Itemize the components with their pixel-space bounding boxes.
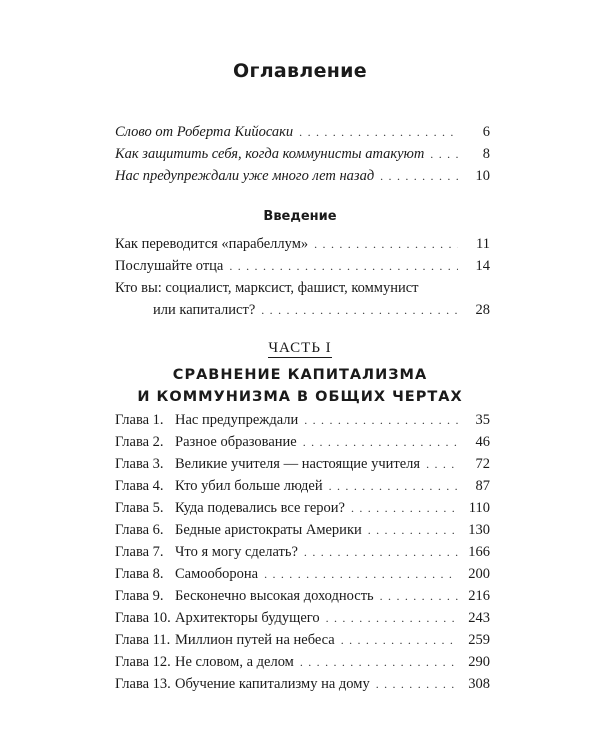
chapter-number: Глава 9. (115, 588, 164, 604)
chapter-title: Бесконечно высокая доходность (175, 588, 374, 604)
chapter-title: Разное образование (175, 434, 297, 450)
chapter-page: 35 (475, 412, 490, 428)
dot-leader (430, 147, 458, 162)
chapter-number: Глава 2. (115, 434, 164, 450)
entry-title: Как переводится «парабеллум» (115, 236, 309, 252)
entry-title-line1[interactable]: Кто вы: социалист, марксист, фашист, коммунист (115, 280, 419, 296)
chapter-entry[interactable] (115, 676, 490, 698)
chapter-title: Самооборона (175, 566, 259, 582)
chapter-entry[interactable] (115, 478, 490, 500)
chapter-page: 166 (468, 544, 490, 560)
toc-entry[interactable] (115, 168, 490, 190)
toc-entry[interactable] (115, 258, 490, 280)
entry-title: Слово от Роберта Кийосаки (115, 124, 294, 140)
dot-leader (329, 479, 458, 494)
chapter-title: Обучение капитализму на дому (175, 676, 370, 692)
chapter-title: Архитекторы будущего (175, 610, 320, 626)
chapter-entry[interactable] (115, 588, 490, 610)
dot-leader (376, 677, 458, 692)
chapter-title: Куда подевались все герои? (175, 500, 345, 516)
entry-page: 14 (475, 258, 490, 274)
chapter-number: Глава 1. (115, 412, 164, 428)
part-label (0, 340, 600, 357)
chapter-page: 290 (468, 654, 490, 670)
dot-leader (368, 523, 458, 538)
dot-leader (304, 545, 458, 560)
chapter-page: 216 (468, 588, 490, 604)
chapter-page: 243 (468, 610, 490, 626)
entry-title: Как защитить себя, когда коммунисты атакуют (115, 146, 425, 162)
dot-leader (261, 303, 458, 318)
toc-entry[interactable] (115, 124, 490, 146)
entry-page: 10 (475, 168, 490, 184)
dot-leader (314, 237, 458, 252)
dot-leader (299, 125, 458, 140)
chapter-entry[interactable] (115, 566, 490, 588)
part-title-line2: И КОММУНИЗМА В ОБЩИХ ЧЕРТАХ (137, 389, 463, 405)
chapter-number: Глава 12. (115, 654, 171, 670)
chapter-entry[interactable] (115, 412, 490, 434)
entry-page: 28 (475, 302, 490, 318)
entry-title: Послушайте отца (115, 258, 224, 274)
dot-leader (351, 501, 458, 516)
dot-leader (426, 457, 458, 472)
dot-leader (380, 169, 458, 184)
dot-leader (304, 413, 458, 428)
chapter-entry[interactable] (115, 632, 490, 654)
chapter-entry[interactable] (115, 610, 490, 632)
chapter-page: 259 (468, 632, 490, 648)
chapter-page: 87 (475, 478, 490, 494)
entry-title-line2: или капиталист? (153, 302, 256, 318)
dot-leader (303, 435, 458, 450)
chapter-number: Глава 7. (115, 544, 164, 560)
chapter-number: Глава 6. (115, 522, 164, 538)
dot-leader (326, 611, 458, 626)
dot-leader (380, 589, 458, 604)
chapter-title: Великие учителя — настоящие учителя (175, 456, 421, 472)
toc-entry[interactable] (153, 302, 490, 324)
chapter-number: Глава 10. (115, 610, 171, 626)
chapter-title: Миллион путей на небеса (175, 632, 335, 648)
chapter-title: Что я могу сделать? (175, 544, 298, 560)
entry-page: 11 (476, 236, 490, 252)
chapter-entry[interactable] (115, 544, 490, 566)
dot-leader (264, 567, 458, 582)
chapter-number: Глава 3. (115, 456, 164, 472)
dot-leader (341, 633, 458, 648)
chapter-number: Глава 5. (115, 500, 164, 516)
dot-leader (300, 655, 458, 670)
chapter-number: Глава 13. (115, 676, 171, 692)
chapter-entry[interactable] (115, 456, 490, 478)
chapter-page: 130 (468, 522, 490, 538)
entry-title: Нас предупреждали уже много лет назад (115, 168, 375, 184)
chapter-number: Глава 8. (115, 566, 164, 582)
chapter-number: Глава 11. (115, 632, 171, 648)
intro-heading: Введение (263, 209, 337, 224)
page-title: Оглавление (233, 60, 367, 82)
chapter-entry[interactable] (115, 522, 490, 544)
chapter-number: Глава 4. (115, 478, 164, 494)
chapter-page: 308 (468, 676, 490, 692)
chapter-entry[interactable] (115, 434, 490, 456)
chapter-entry[interactable] (115, 500, 490, 522)
chapter-entry[interactable] (115, 654, 490, 676)
chapter-title: Нас предупреждали (175, 412, 299, 428)
entry-page: 8 (482, 146, 490, 162)
chapter-page: 72 (475, 456, 490, 472)
chapter-page: 46 (475, 434, 490, 450)
chapter-title: Бедные аристократы Америки (175, 522, 362, 538)
entry-page: 6 (482, 124, 490, 140)
chapter-title: Кто убил больше людей (175, 478, 323, 494)
toc-entry[interactable] (115, 146, 490, 168)
part-title-line1: СРАВНЕНИЕ КАПИТАЛИЗМА (172, 367, 428, 383)
toc-entry[interactable] (115, 236, 490, 258)
chapter-title: Не словом, а делом (175, 654, 294, 670)
chapter-page: 110 (468, 500, 490, 516)
dot-leader (229, 259, 458, 274)
chapter-page: 200 (468, 566, 490, 582)
part-label-text: ЧАСТЬ I (268, 340, 332, 356)
